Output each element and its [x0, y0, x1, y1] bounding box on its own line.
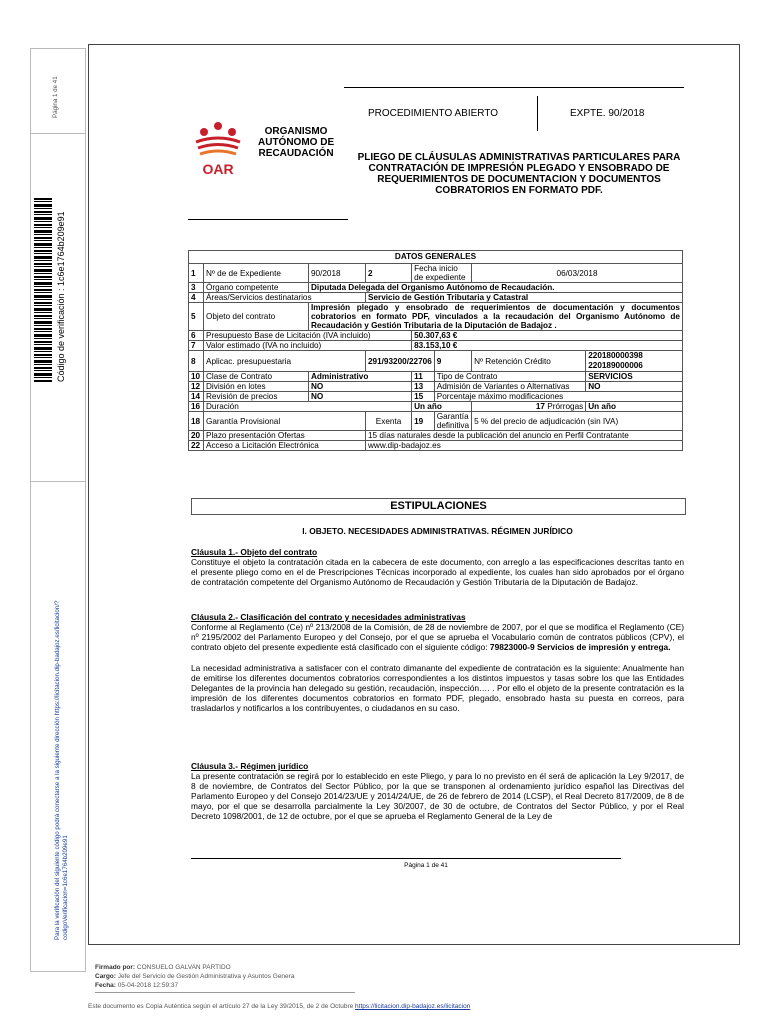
- clause-3: [191, 761, 684, 821]
- table-row: [189, 331, 683, 341]
- signed-by: [95, 964, 231, 971]
- row-label: Presupuesto Base de Licitación (IVA incluido): [204, 331, 412, 341]
- row-label: Duración: [204, 402, 412, 412]
- organization-name: [258, 126, 334, 159]
- copy-link[interactable]: https://licitacion.dip-badajoz.es/licitacion: [355, 1003, 471, 1010]
- barcode: [34, 198, 52, 382]
- row-label: Nº Retención Crédito: [472, 351, 586, 372]
- row-value: Servicio de Gestión Tributaria y Catastral: [366, 293, 683, 303]
- fecha-label: Fecha:: [95, 982, 116, 989]
- section-heading: ESTIPULACIONES: [191, 498, 686, 515]
- table-row: [189, 341, 683, 351]
- header-rule: [344, 52, 684, 88]
- header-divider: [537, 96, 538, 131]
- row-value: Administrativo: [309, 372, 412, 382]
- row-value: 83.153,10 €: [412, 341, 683, 351]
- row-label: Clase de Contrato: [204, 372, 309, 382]
- row-label: Garantía definitiva: [434, 412, 471, 431]
- credit-number: 220189000006: [588, 361, 643, 370]
- row-number: 9: [434, 351, 471, 372]
- extension-label: Prórrogas: [547, 402, 584, 411]
- cargo-value: Jefe del Servicio de Gestión Administrativa y Asuntos Genera: [117, 973, 295, 980]
- row-value: Exenta: [366, 412, 412, 431]
- row-number: 17: [535, 402, 545, 411]
- row-value: SERVICIOS: [586, 372, 683, 382]
- row-number: 14: [189, 392, 204, 402]
- row-number: 4: [189, 293, 204, 303]
- table-heading: DATOS GENERALES: [189, 251, 683, 264]
- row-value[interactable]: www.dip-badajoz.es: [366, 441, 683, 451]
- row-value: Diputada Delegada del Organismo Autónomo de Recaudación.: [309, 283, 683, 293]
- row-label: Porcentaje máximo modificaciones: [434, 392, 682, 402]
- row-value: NO: [586, 382, 683, 392]
- row-number: 11: [412, 372, 435, 382]
- row-number: 20: [189, 431, 204, 441]
- row-number: 18: [189, 412, 204, 431]
- table-row: [189, 303, 683, 331]
- table-row: [189, 264, 683, 283]
- row-number: 7: [189, 341, 204, 351]
- table-row: [189, 372, 683, 382]
- row-number: 5: [189, 303, 204, 331]
- row-label: Órgano competente: [204, 283, 309, 293]
- row-label: Revisión de precios: [204, 392, 309, 402]
- clause-text-part: Conforme al Reglamento (Ce) nº 213/2008 de la Comisión, de 28 de noviembre de 2007, por el que se modifica el Reglamento (CE) nº 2195/2002 del Parlamento Europeo y del Consejo, por el que se aprueba el Vocabulario común de contratos públicos (CPV), el contrato objeto del presente expediente está clasificado con el siguiente código:: [191, 622, 684, 652]
- credit-number: 220180000398: [588, 351, 643, 360]
- procedure-type: PROCEDIMIENTO ABIERTO: [368, 108, 499, 119]
- table-row: [189, 412, 683, 431]
- table-row: [189, 441, 683, 451]
- signature-date: [95, 982, 178, 989]
- table-row: [189, 283, 683, 293]
- table-row: [189, 431, 683, 441]
- row-label: División en lotes: [204, 382, 309, 392]
- row-value: 291/93200/22706: [366, 351, 435, 372]
- row-value: [586, 351, 683, 372]
- sidebar-divider: [31, 133, 85, 134]
- table-row: [189, 382, 683, 392]
- authentic-copy-note: [88, 1003, 470, 1010]
- row-number: 13: [412, 382, 435, 392]
- row-value: 90/2018: [309, 264, 366, 283]
- row-label: Objeto del contrato: [204, 303, 309, 331]
- expediente-number: EXPTE. 90/2018: [570, 108, 645, 119]
- clause-title: Cláusula 1.- Objeto del contrato: [191, 547, 318, 557]
- org-line: ORGANISMO: [264, 126, 328, 137]
- page-counter: Página 1 de 41: [52, 76, 59, 118]
- row-number: 15: [412, 392, 435, 402]
- table-row: [189, 293, 683, 303]
- signature-divider: [95, 992, 355, 993]
- row-value: 5 % del precio de adjudicación (sin IVA): [472, 412, 683, 431]
- verification-code: Código de verificación : 1c6e1764b209e91: [56, 211, 66, 382]
- row-label: Acceso a Licitación Electrónica: [204, 441, 366, 451]
- row-value: 50.307,63 €: [412, 331, 683, 341]
- svg-text:OAR: OAR: [202, 161, 234, 177]
- row-number: 2: [366, 264, 412, 283]
- section-subtitle: I. OBJETO. NECESIDADES ADMINISTRATIVAS. RÉGIMEN JURÍDICO: [302, 526, 573, 536]
- verification-link[interactable]: Para la verificación del siguiente código podrá conectarse a la siguiente dirección https://licitacion.dip-badajoz.es/licitacion/?codigoVerificacion=1c6e1764b209e91: [54, 600, 69, 940]
- row-value: NO: [309, 392, 412, 402]
- table-row: [189, 392, 683, 402]
- row-number: 3: [189, 283, 204, 293]
- page-number: Página 1 de 41: [404, 862, 448, 869]
- row-label: Valor estimado (IVA no incluido): [204, 341, 412, 351]
- title-underline: [188, 219, 348, 220]
- row-number: 12: [189, 382, 204, 392]
- row-label: Garantía Provisional: [204, 412, 366, 431]
- row-value: Impresión plegado y ensobrado de requerimientos de documentación y documentos cobratorios en formato PDF, vinculados a la recaudación del Organismo Autónomo de Recaudación y Gestión Tributaria de la Diputación de Badajoz .: [309, 303, 683, 331]
- clause-text: La presente contratación se regirá por lo establecido en este Pliego, y para lo no previsto en él será de aplicación la Ley 9/2017, de 8 de noviembre, de Contratos del Sector Público, por la que se transponen al ordenamiento jurídico español las Directivas del Parlamento Europeo y del Consejo 2014/23/UE y 2014/24/UE, de 26 de febrero de 2014 (LCSP), el Real Decreto 817/2009, de 8 de mayo, por el que se desarrolla parcialmente la Ley 30/2007, de 30 de octubre, de Contratos del Sector Público, y por el Real Decreto 1098/2001, de 12 de octubre, por el que se aprueba el Reglamento General de la Ley de: [191, 771, 684, 821]
- row-number: 22: [189, 441, 204, 451]
- clause-text: Constituye el objeto la contratación citada en la cabecera de este documento, con arreglo a las especificaciones descritas tanto en el presente pliego como en el de Prescripciones Técnicas incorporado al expediente, los cuales han sido aprobados por el órgano de contratación competente del Organismo Autónomo de Recaudación y Gestión Tributaria de la Diputación de Badajoz.: [191, 557, 684, 587]
- row-value: Un año: [412, 402, 472, 412]
- cargo-label: Cargo:: [95, 973, 116, 980]
- general-data-table: [188, 250, 683, 451]
- clause-text: La necesidad administrativa a satisfacer con el contrato dimanante del expediente de contratación es la siguiente: Anualmente han de emitirse los diferentes documentos cobratorios correspondientes a los distintos impuestos y tasas sobre los que las Entidades Delegantes de la provincia han delegado su gestión, recaudación, inspección…. . Por ello el objeto de la presente contratación es la impresión de los diferentes documentos cobratorios en formato PDF, plegado, ensobrado hasta su puesta en correos, para trasladarlos y notificarlos a los contribuyentes, o ciudadanos en su caso.: [191, 663, 684, 713]
- table-row: [189, 351, 683, 372]
- signer-position: [95, 973, 294, 980]
- row-value: 06/03/2018: [472, 264, 683, 283]
- clause-text: [191, 622, 684, 652]
- clause-2: [191, 612, 684, 713]
- row-label: Nº de de Expediente: [204, 264, 309, 283]
- row-number: 6: [189, 331, 204, 341]
- row-number: 8: [189, 351, 204, 372]
- row-label: Tipo de Contrato: [434, 372, 585, 382]
- row-number: 19: [412, 412, 435, 431]
- oar-logo: [190, 120, 248, 178]
- row-label: Admisión de Variantes o Alternativas: [434, 382, 585, 392]
- org-line: AUTÓNOMO DE: [258, 137, 335, 148]
- copy-text: Este documento es Copia Auténtica según el artículo 27 de la Ley 39/2015, de 2 de Octubre: [88, 1003, 354, 1010]
- signed-label: Firmado por:: [95, 964, 136, 971]
- clause-1: [191, 547, 684, 587]
- document-title: PLIEGO DE CLÁUSULAS ADMINISTRATIVAS PARTICULARES PARA CONTRATACIÓN DE IMPRESIÓN PLEGADO Y ENSOBRADO DE REQUERIMIENTOS DE DOCUMENTACION Y DOCUMENTOS COBRATORIOS EN FORMATO PDF.: [357, 152, 681, 196]
- footer-rule: [191, 858, 621, 859]
- clause-title: Cláusula 3.- Régimen jurídico: [191, 761, 309, 771]
- row-label: Fecha inicio de expediente: [412, 264, 472, 283]
- row-value: Un año: [586, 402, 683, 412]
- row-number: 16: [189, 402, 204, 412]
- org-line: RECAUDACIÓN: [258, 148, 334, 159]
- row-label: Áreas/Servicios destinatarios: [204, 293, 366, 303]
- signer-name: CONSUELO GALVAN PARTIDO: [136, 964, 231, 971]
- cpv-code: 79823000-9 Servicios de impresión y entrega.: [489, 642, 671, 652]
- row-number: 10: [189, 372, 204, 382]
- table-row: [189, 251, 683, 264]
- row-label: Aplicac. presupuestaria: [204, 351, 366, 372]
- row-number: 1: [189, 264, 204, 283]
- sidebar-divider: [31, 481, 85, 482]
- row-value: 15 días naturales desde la publicación del anuncio en Perfil Contratante: [366, 431, 683, 441]
- row-value: NO: [309, 382, 412, 392]
- table-row: [189, 402, 683, 412]
- fecha-value: 05-04-2018 12:59:37: [117, 982, 179, 989]
- row-label: [472, 402, 586, 412]
- clause-title: Cláusula 2.- Clasificación del contrato y necesidades administrativas: [191, 612, 466, 622]
- row-label: Plazo presentación Ofertas: [204, 431, 366, 441]
